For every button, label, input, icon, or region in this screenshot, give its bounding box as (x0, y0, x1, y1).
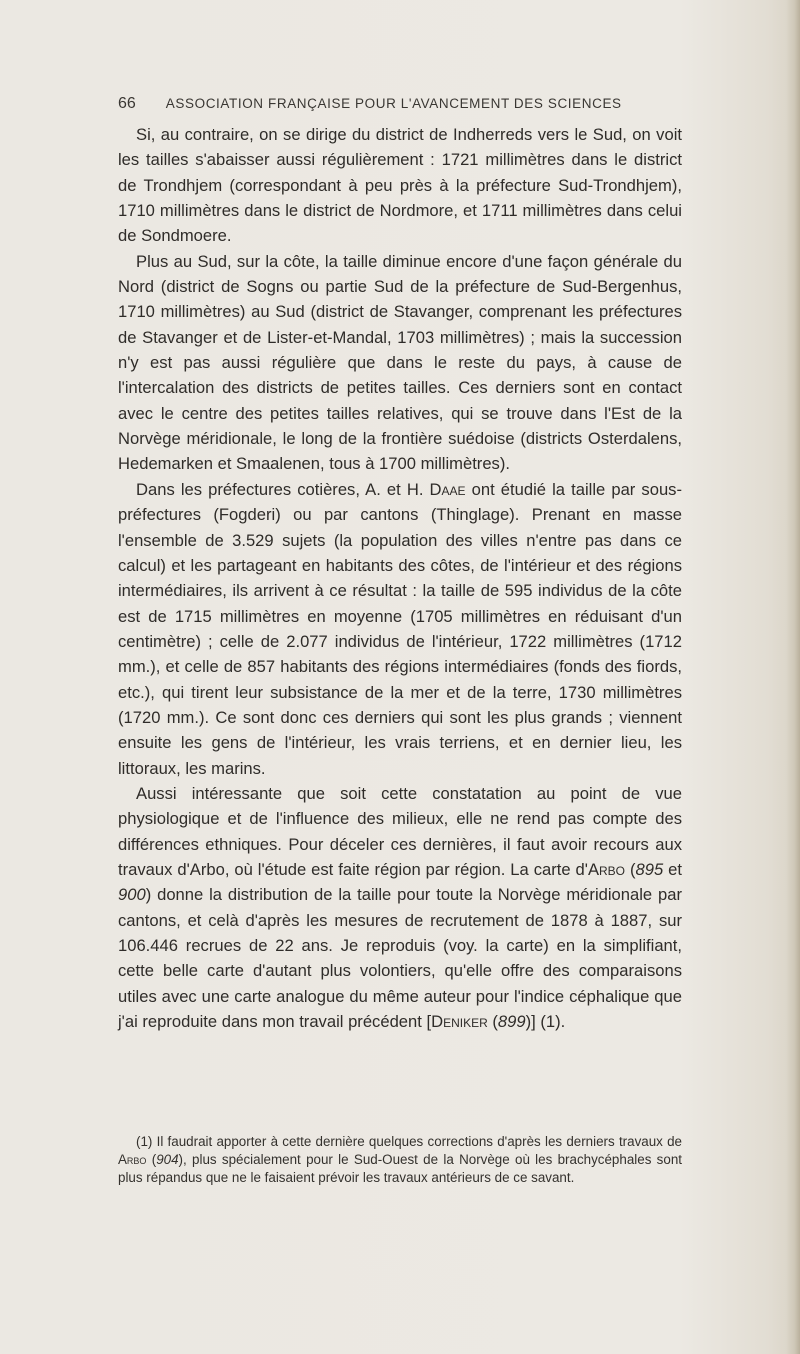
bibliography-ref: 899 (497, 1012, 526, 1032)
author-name: Arbo (118, 1152, 147, 1168)
running-title: ASSOCIATION FRANÇAISE POUR L'AVANCEMENT DES SCIENCES (165, 96, 622, 111)
paragraph-3: Dans les préfectures cotières, A. et H. Daae ont étudié la taille par sous-préfectures (Fogderi) ou par cantons (Thinglage). Prenant en masse l'ensemble de 3.529 sujets (la population des villes n'entre pas dans ce calcul) et les partageant en habitants des côtes, de l'intérieur et des régions intermédiaires, ils arrivent à ce résultat : la taille de 595 individus de la côte est de 1715 millimètres en moyenne (1705 millimètres en réduisant d'un centimètre) ; celle de 2.077 individus de l'intérieur, 1722 millimètres (1712 mm.), et celle de 857 habitants des régions intermédiaires (fonds des fiords, etc.), qui tirent leur subsistance de la mer et de la terre, 1730 millimètres (1720 mm.). Ce sont donc ces derniers qui sont les plus grands ; viennent ensuite les gens de l'intérieur, les vrais terriens, et en dernier lieu, les littoraux, les marins. (118, 479, 683, 778)
bibliography-ref: 904 (156, 1152, 179, 1168)
footnote-1: (1) Il faudrait apporter à cette dernière quelques corrections d'après les derniers travaux de Arbo (904), plus spécialement pour le Sud-Ouest de la Norvège où les brachycéphales sont plus répandus que ne le faisaient prévoir les travaux antérieurs de ce savant. (118, 1134, 682, 1186)
paragraph-1: Si, au contraire, on se dirige du district de Indherreds vers le Sud, on voit les tailles s'abaisser aussi régulièrement : 1721 millimètres dans le district de Trondhjem (correspondant à peu près à la préfecture Sud-Trondhjem), 1710 millimètres dans le district de Nordmore, et 1711 millimètres dans celui de Sondmoere. (118, 125, 682, 246)
author-name: Arbo (587, 859, 626, 879)
author-name: Deniker (431, 1012, 488, 1032)
bibliography-ref: 895 (635, 859, 664, 879)
paragraph-4: Aussi intéressante que soit cette constatation au point de vue physiologique et de l'influence des milieux, elle ne rend pas compte des différences ethniques. Pour déceler ces dernières, il faut avoir recours aux travaux d'Arbo, où l'étude est faite région par région. La carte d'Arbo (895 et 900) donne la distribution de la taille pour toute la Norvège méridionale par cantons, et celà d'après les mesures de recrutement de 1878 à 1887, sur 106.446 recrues de 22 ans. Je reproduis (voy. la carte) en la simplifiant, cette belle carte d'autant plus volontiers, qu'elle offre des comparaisons utiles avec une carte analogue du même auteur pour l'indice céphalique que j'ai reproduite dans mon travail précédent [Deniker (899)] (1). (118, 783, 682, 1032)
main-text (118, 122, 682, 1034)
page-edge-shadow (786, 0, 800, 1354)
footnotes (118, 1133, 682, 1188)
bibliography-ref: 900 (118, 885, 146, 905)
author-name: Daae (429, 479, 466, 499)
running-header (118, 95, 678, 113)
paragraph-2: Plus au Sud, sur la côte, la taille diminue encore d'une façon générale du Nord (district de Sogns ou partie Sud de la préfecture de Sud-Bergenhus, 1710 millimètres) au Sud (district de Stavanger, comprenant les préfectures de Stavanger et de Lister-et-Mandal, 1703 millimètres) ; mais la succession n'y est pas aussi régulière que dans le reste du pays, à cause de l'intercalation des districts de petites tailles. Ces derniers sont en contact avec le centre des petites tailles relatives, qui se trouve dans l'Est de la Norvège méridionale, le long de la frontière suédoise (districts Osterdalens, Hedemarken et Smaalenen, tous à 1700 millimètres). (118, 251, 682, 474)
page-number: 66 (118, 95, 136, 112)
